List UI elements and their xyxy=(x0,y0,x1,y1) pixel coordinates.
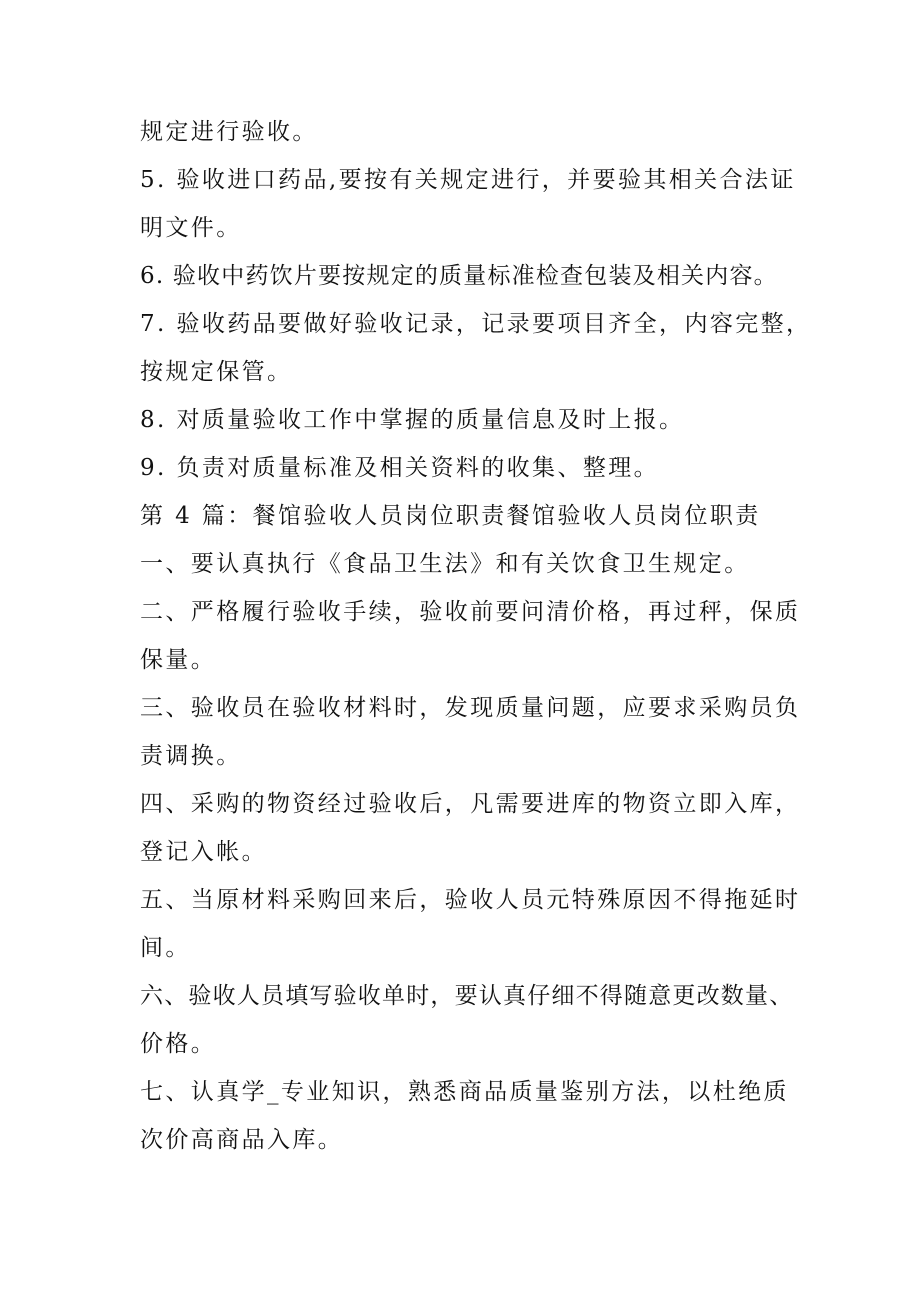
text-line: 按规定保管。 xyxy=(140,359,293,385)
text-line: 六、验收人员填写验收单时，要认真仔细不得随意更改数量、 xyxy=(140,983,794,1009)
text-line: 次价高商品入库。 xyxy=(140,1127,344,1153)
text-line: 价格。 xyxy=(140,1031,217,1057)
text-line: 一、要认真执行《食品卫生法》和有关饮食卫生规定。 xyxy=(140,551,750,577)
document-body xyxy=(140,108,810,1164)
text-line: 7. 验收药品要做好验收记录，记录要项目齐全，内容完整， xyxy=(140,311,812,337)
text-line: 登记入帐。 xyxy=(140,839,267,865)
text-line: 5. 验收进口药品,要按有关规定进行，并要验其相关合法证 xyxy=(140,167,796,193)
text-line: 规定进行验收。 xyxy=(140,119,318,145)
text-line: 8. 对质量验收工作中掌握的质量信息及时上报。 xyxy=(140,407,685,433)
text-line: 责调换。 xyxy=(140,743,242,769)
text-line: 6. 验收中药饮片要按规定的质量标准检查包装及相关内容。 xyxy=(140,263,778,289)
text-line: 间。 xyxy=(140,935,191,961)
text-line: 七、认真学_专业知识，熟悉商品质量鉴别方法，以杜绝质 xyxy=(140,1079,789,1105)
text-line: 二、严格履行验收手续，验收前要问清价格，再过秤，保质 xyxy=(140,599,801,625)
text-line: 明文件。 xyxy=(140,215,242,241)
text-line: 保量。 xyxy=(140,647,217,673)
text-line: 四、采购的物资经过验收后，凡需要进库的物资立即入库， xyxy=(140,791,801,817)
text-line: 五、当原材料采购回来后，验收人员元特殊原因不得拖延时 xyxy=(140,887,801,913)
section-heading: 第 4 篇：餐馆验收人员岗位职责餐馆验收人员岗位职责 xyxy=(140,503,761,529)
text-line: 三、验收员在验收材料时，发现质量问题，应要求采购员负 xyxy=(140,695,801,721)
text-line: 9. 负责对质量标准及相关资料的收集、整理。 xyxy=(140,455,660,481)
